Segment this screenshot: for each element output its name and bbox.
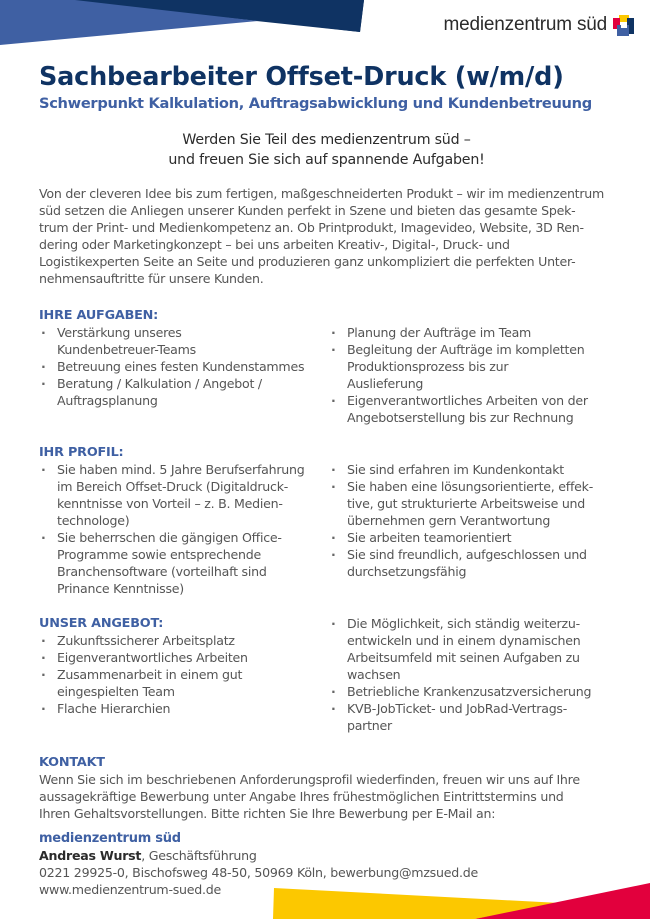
navy-wedge-main: [60, 0, 364, 32]
company-name: medienzentrum süd: [39, 831, 181, 846]
list-item: · Die Möglichkeit, sich ständig weiterzu-entwickeln und in einem dynamischen Arbeitsumfeld mit seinen Aufgaben zu wachsen: [329, 615, 602, 683]
intro-line: nehmensauftritte für unsere Kunden.: [39, 271, 264, 286]
intro-line: dering oder Marketingkonzept – bei uns arbeiten Kreativ-, Digital-, Druck- und: [39, 237, 510, 252]
list-item: · Sie haben mind. 5 Jahre Berufserfahrung im Bereich Offset-Druck (Digitaldruck-kenntnisse von Vorteil – z. B. Medien-technologe): [39, 461, 319, 529]
page-subtitle: Schwerpunkt Kalkulation, Auftragsabwicklung und Kundenbetreuung: [39, 95, 592, 112]
section-heading: UNSER ANGEBOT:: [39, 616, 164, 631]
address-line: 0221 29925-0, Bischofsweg 48-50, 50969 Köln,: [39, 865, 331, 880]
list-item: · Sie beherrschen die gängigen Office-Programme sowie entsprechende Branchensoftware (vorteilhaft sind Prinance Kenntnisse): [39, 529, 302, 597]
list-item: · Eigenverantwortliches Arbeiten: [39, 649, 329, 666]
list-item: · Sie arbeiten teamorientiert: [329, 529, 614, 546]
list-item: · Sie sind freundlich, aufgeschlossen und durchsetzungsfähig: [329, 546, 612, 580]
kontakt-text: Wenn Sie sich im beschriebenen Anforderungsprofil wiederfinden, freuen wir uns auf Ihre aussagekräftige Bewerbung unter Angabe Ihres frühestmöglichen Eintrittstermins und Ihren Gehaltsvorstellungen. Bitte richten Sie Ihre Bewerbung per E-Mail an:: [39, 772, 580, 821]
section-kontakt: [39, 754, 614, 898]
profil-list-left: [39, 461, 329, 597]
angebot-list-left: [39, 632, 329, 717]
navy-wedge: [0, 0, 364, 32]
list-item: · Beratung / Kalkulation / Angebot / Auftragsplanung: [39, 375, 287, 409]
list-item: · Zukunftssicherer Arbeitsplatz: [39, 632, 329, 649]
angebot-list-right: [329, 615, 614, 734]
tagline-line-2: und freuen Sie sich auf spannende Aufgaben!: [168, 152, 485, 168]
intro-line: süd setzen die Anliegen unserer Kunden perfekt in Szene und bieten das gesamte Spek-: [39, 203, 576, 218]
list-item: · Sie sind erfahren im Kundenkontakt: [329, 461, 614, 478]
list-item: · Eigenverantwortliches Arbeiten von der Angebotserstellung bis zur Rechnung: [329, 392, 607, 426]
section-profil: [39, 444, 614, 597]
section-heading: IHRE AUFGABEN:: [39, 308, 159, 323]
list-item: · Sie haben eine lösungsorientierte, effek-tive, gut strukturierte Arbeitsweise und übernehmen gern Verantwortung: [329, 478, 602, 529]
aufgaben-list-right: [329, 324, 614, 426]
job-posting: [39, 62, 614, 898]
contact-address: [39, 864, 614, 881]
logo-mark-icon: [613, 15, 634, 36]
section-aufgaben: [39, 307, 614, 426]
list-item: · Flache Hierarchien: [39, 700, 329, 717]
intro-line: trum der Print- und Medienkompetenz an. Ob Printprodukt, Imagevideo, Website, 3D Ren-: [39, 220, 584, 235]
blue-wedge: [0, 0, 258, 45]
aufgaben-list-left: [39, 324, 329, 409]
profil-list-right: [329, 461, 614, 580]
tagline: [39, 130, 614, 170]
website-link[interactable]: www.medienzentrum-sued.de: [39, 882, 222, 897]
list-item: · Betreuung eines festen Kundenstammes: [39, 358, 329, 375]
list-item: · KVB-JobTicket- und JobRad-Vertrags-partner: [329, 700, 587, 734]
section-angebot: [39, 615, 614, 734]
section-heading: KONTAKT: [39, 755, 105, 770]
logo-text: medienzentrum süd: [443, 14, 607, 35]
intro-paragraph: [39, 185, 614, 287]
list-item: · Betriebliche Krankenzusatzversicherung: [329, 683, 614, 700]
section-heading: IHR PROFIL:: [39, 445, 124, 460]
list-item: · Begleitung der Aufträge im kompletten Produktionsprozess bis zur Auslieferung: [329, 341, 587, 392]
intro-line: Logistikexperten Seite an Seite und produzieren ganz unkompliziert die perfekten Unter-: [39, 254, 576, 269]
list-item: · Planung der Aufträge im Team: [329, 324, 614, 341]
person-name: Andreas Wurst: [39, 848, 142, 863]
tagline-line-1: Werden Sie Teil des medienzentrum süd –: [182, 132, 471, 148]
person-role: , Geschäftsführung: [141, 848, 257, 863]
company-logo: [444, 14, 634, 36]
page-title: Sachbearbeiter Offset-Druck (w/m/d): [39, 62, 564, 92]
intro-line: Von der cleveren Idee bis zum fertigen, maßgeschneiderten Produkt – wir im medienzentrum: [39, 186, 605, 201]
list-item: · Verstärkung unseres Kundenbetreuer-Teams: [39, 324, 257, 358]
contact-person: [39, 847, 614, 864]
list-item: · Zusammenarbeit in einem gut eingespielten Team: [39, 666, 277, 700]
email-link[interactable]: bewerbung@mzsued.de: [330, 865, 478, 880]
